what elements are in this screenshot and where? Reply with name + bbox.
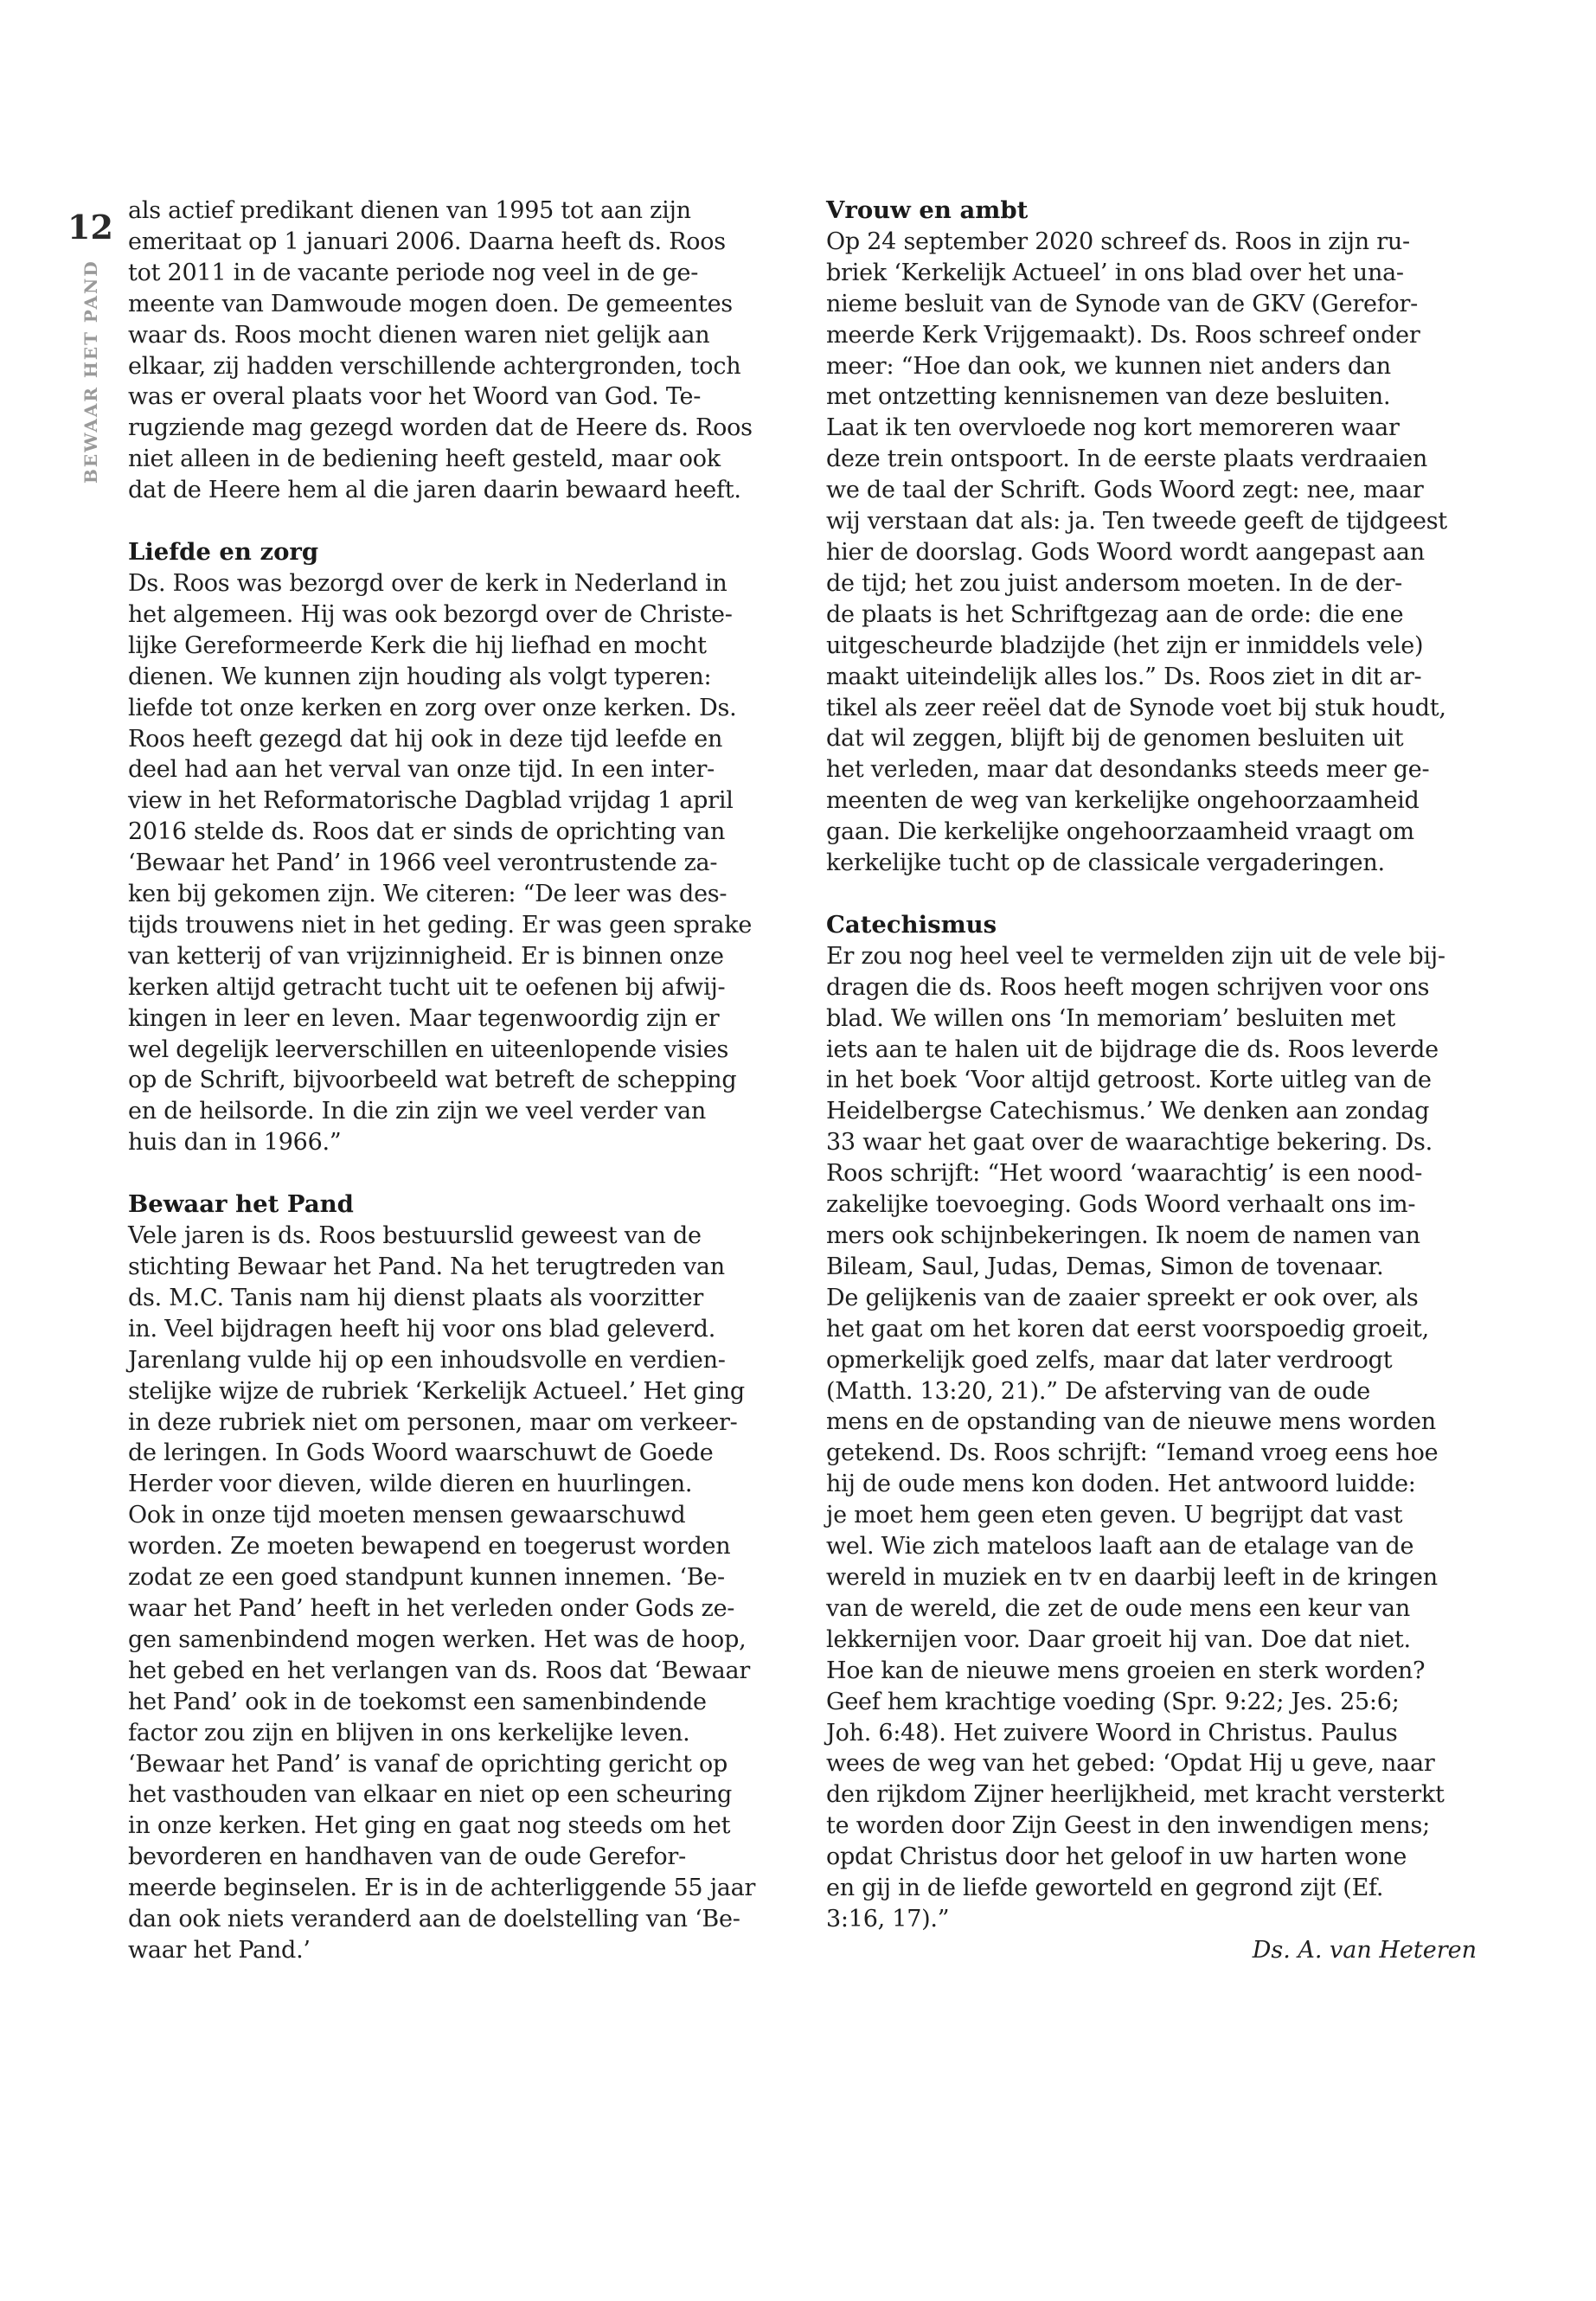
section-body-vrouw-en-ambt: Op 24 september 2020 schreef ds. Roos in zijn ru- briek ‘Kerkelijk Actueel’ in ons blad over het una- nieme besluit van de Synode van de GKV (Gerefor- meerde Kerk Vrijgemaakt). Ds. Roos schreef onder meer: “Hoe dan ook, we kunnen niet anders dan met ontzetting kennisnemen van deze besluiten. Laat ik ten overvloede nog kort memoreren waar deze trein ontspoort. In de eerste plaats verdraaien we de taal der Schrift. Gods Woord zegt: nee, maar wij verstaan dat als: ja. Ten tweede geeft de tijdgeest hier de doorslag. Gods Woord wordt aangepast aan de tijd; het zou juist andersom moeten. In de der- de plaats is het Schriftgezag aan de orde: die ene uitgescheurde bladzijde (het zijn er inmiddels vele) maakt uiteindelijk alles los.” Ds. Roos ziet in dit ar- tikel als zeer reëel dat de Synode voet bij stuk houdt, dat wil zeggen, blijft bij de genomen besluiten uit het verleden, maar dat desondanks steeds meer ge- meenten de weg van kerkelijke ongehoorzaamheid gaan. Die kerkelijke ongehoorzaamheid vraagt om kerkelijke tucht op de classicale vergaderingen. [826,228,1447,877]
right-column [826,195,1477,1966]
section-body-bewaar-het-pand: Vele jaren is ds. Roos bestuurslid geweest van de stichting Bewaar het Pand. Na het terugtreden van ds. M.C. Tanis nam hij dienst plaats als voorzitter in. Veel bijdragen heeft hij voor ons blad geleverd. Jarenlang vulde hij op een inhoudsvolle en verdien- stelijke wijze de rubriek ‘Kerkelijk Actueel.’ Het ging in deze rubriek niet om personen, maar om verkeer- de leringen. In Gods Woord waarschuwt de Goede Herder voor dieven, wilde dieren en huurlingen. Ook in onze tijd moeten mensen gewaarschuwd worden. Ze moeten bewapend en toegerust worden zodat ze een goed standpunt kunnen innemen. ‘Be- waar het Pand’ heeft in het verleden onder Gods ze- gen samenbindend mogen werken. Het was de hoop, het gebed en het verlangen van ds. Roos dat ‘Bewaar het Pand’ ook in de toekomst een samenbindende factor zou zijn en blijven in ons kerkelijke leven. ‘Bewaar het Pand’ is vanaf de oprichting gericht op het vasthouden van elkaar en niet op een scheuring in onze kerken. Het ging en gaat nog steeds om het bevorderen en handhaven van de oude Gerefor- meerde beginselen. Er is in de achterliggende 55 jaar dan ook niets veranderd aan de doelstelling van ‘Be- waar het Pand.’ [128,1222,756,1964]
page-number: 12 [67,208,113,247]
section-heading-bewaar-het-pand: Bewaar het Pand [128,1190,354,1219]
section-heading-catechismus: Catechismus [826,910,997,939]
section-body-catechismus: Er zou nog heel veel te vermelden zijn uit de vele bij- dragen die ds. Roos heeft mogen schrijven voor ons blad. We willen ons ‘In memoriam’ besluiten met iets aan te halen uit de bijdrage die ds. Roos leverde in het boek ‘Voor altijd getroost. Korte uitleg van de Heidelbergse Catechismus.’ We denken aan zondag 33 waar het gaat over de waarachtige bekering. Ds. Roos schrijft: “Het woord ‘waarachtig’ is een nood- zakelijke toevoeging. Gods Woord verhaalt ons im- mers ook schijnbekeringen. Ik noem de namen van Bileam, Saul, Judas, Demas, Simon de tovenaar. De gelijkenis van de zaaier spreekt er ook over, als het gaat om het koren dat eerst voorspoedig groeit, opmerkelijk goed zelfs, maar dat later verdroogt (Matth. 13:20, 21).” De afsterving van de oude mens en de opstanding van de nieuwe mens worden getekend. Ds. Roos schrijft: “Iemand vroeg eens hoe hij de oude mens kon doden. Het antwoord luidde: je moet hem geen eten geven. U begrijpt dat vast wel. Wie zich mateloos laaft aan de etalage van de wereld in muziek en tv en daarbij leeft in de kringen van de wereld, die zet de oude mens een keur van lekkernijen voor. Daar groeit hij van. Doe dat niet. Hoe kan de nieuwe mens groeien en sterk worden? Geef hem krachtige voeding (Spr. 9:22; Jes. 25:6; Joh. 6:48). Het zuivere Woord in Christus. Paulus wees de weg van het gebed: ‘Opdat Hij u geve, naar den rijkdom Zijner heerlijkheid, met kracht versterkt te worden door Zijn Geest in den inwendigen mens; opdat Christus door het geloof in uw harten wone en gij in de liefde geworteld en gegrond zijt (Ef. 3:16, 17).” [826,942,1445,1932]
intro-paragraph: als actief predikant dienen van 1995 tot aan zijn emeritaat op 1 januari 2006. Daarna heeft ds. Roos tot 2011 in de vacante periode nog veel in de ge- meente van Damwoude mogen doen. De gemeentes waar ds. Roos mocht dienen waren niet gelijk aan elkaar, zij hadden verschillende achtergronden, toch was er overal plaats voor het Woord van God. Te- rugziende mag gezegd worden dat de Heere ds. Roos niet alleen in de bediening heeft gesteld, maar ook dat de Heere hem al die jaren daarin bewaard heeft. [128,197,753,504]
section-heading-vrouw-en-ambt: Vrouw en ambt [826,196,1029,224]
left-column [128,195,775,1966]
section-body-liefde-en-zorg: Ds. Roos was bezorgd over de kerk in Nederland in het algemeen. Hij was ook bezorgd over de Christe- lijke Gereformeerde Kerk die hij liefhad en mocht dienen. We kunnen zijn houding als volgt typeren: liefde tot onze kerken en zorg over onze kerken. Ds. Roos heeft gezegd dat hij ook in deze tijd leefde en deel had aan het verval van onze tijd. In een inter- view in het Reformatorische Dagblad vrijdag 1 april 2016 stelde ds. Roos dat er sinds de oprichting van ‘Bewaar het Pand’ in 1966 veel verontrustende za- ken bij gekomen zijn. We citeren: “De leer was des- tijds trouwens niet in het geding. Er was geen sprake van ketterij of van vrijzinnigheid. Er is binnen onze kerken altijd getracht tucht uit te oefenen bij afwij- kingen in leer en leven. Maar tegenwoordig zijn er wel degelijk leerverschillen en uiteenlopende visies op de Schrift, bijvoorbeeld wat betreft de schepping en de heilsorde. In die zin zijn we veel verder van huis dan in 1966.” [128,569,753,1157]
running-head: BEWAAR HET PAND [80,260,101,484]
section-heading-liefde-en-zorg: Liefde en zorg [128,538,319,567]
author-signature: Ds. A. van Heteren [1252,1936,1477,1964]
